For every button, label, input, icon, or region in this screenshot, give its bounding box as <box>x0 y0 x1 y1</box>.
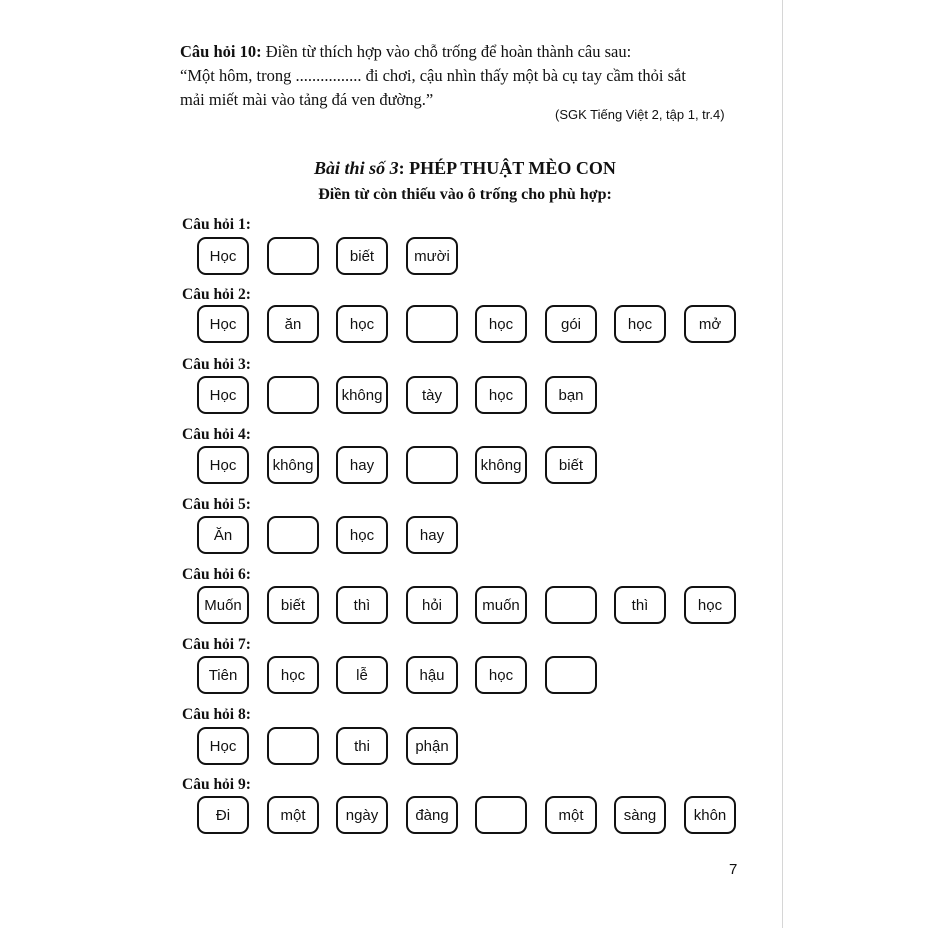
question-label-1: Câu hỏi 1: <box>182 216 251 233</box>
word-box: học <box>267 656 319 694</box>
answer-blank-box[interactable] <box>267 237 319 275</box>
word-box: Học <box>197 446 249 484</box>
question-10-prompt-line <box>180 40 750 64</box>
question-label-9: Câu hỏi 9: <box>182 776 251 793</box>
section-title <box>180 158 750 179</box>
answer-blank-box[interactable] <box>267 727 319 765</box>
word-box: thi <box>336 727 388 765</box>
word-box: hay <box>336 446 388 484</box>
word-box: học <box>475 376 527 414</box>
question-label-6: Câu hỏi 6: <box>182 566 251 583</box>
question-10-prompt: Điền từ thích hợp vào chỗ trống để hoàn thành câu sau: <box>265 42 632 61</box>
word-box: học <box>684 586 736 624</box>
word-box: Đi <box>197 796 249 834</box>
section-title-rest: : PHÉP THUẬT MÈO CON <box>398 158 616 178</box>
word-box: thì <box>336 586 388 624</box>
question-10-label: Câu hỏi 10: <box>180 42 262 61</box>
answer-blank-box[interactable] <box>406 305 458 343</box>
word-box: không <box>267 446 319 484</box>
answer-blank-box[interactable] <box>267 516 319 554</box>
word-box: học <box>336 516 388 554</box>
word-box: một <box>545 796 597 834</box>
question-label-8: Câu hỏi 8: <box>182 706 251 723</box>
question-10-quote-line-1: “Một hôm, trong ................ đi chơi, cậu nhìn thấy một bà cụ tay cầm thỏi sắt <box>180 66 686 85</box>
word-box: gói <box>545 305 597 343</box>
source-citation: (SGK Tiếng Việt 2, tập 1, tr.4) <box>555 107 725 122</box>
word-box: không <box>336 376 388 414</box>
word-box: lễ <box>336 656 388 694</box>
question-10 <box>180 40 750 112</box>
word-box: ăn <box>267 305 319 343</box>
word-box: muốn <box>475 586 527 624</box>
answer-blank-box[interactable] <box>545 656 597 694</box>
word-box: học <box>614 305 666 343</box>
word-box: sàng <box>614 796 666 834</box>
word-box: học <box>475 656 527 694</box>
word-box: không <box>475 446 527 484</box>
answer-blank-box[interactable] <box>406 446 458 484</box>
word-box: hậu <box>406 656 458 694</box>
word-box: Học <box>197 727 249 765</box>
page-edge-line <box>782 0 783 928</box>
word-box: Ăn <box>197 516 249 554</box>
answer-blank-box[interactable] <box>475 796 527 834</box>
word-box: đàng <box>406 796 458 834</box>
word-box: biết <box>545 446 597 484</box>
word-box: khôn <box>684 796 736 834</box>
word-box: phận <box>406 727 458 765</box>
word-box: một <box>267 796 319 834</box>
section-instruction: Điền từ còn thiếu vào ô trống cho phù hợp: <box>318 186 612 203</box>
word-box: học <box>475 305 527 343</box>
word-box: Muốn <box>197 586 249 624</box>
section-title-prefix: Bài thi số 3 <box>314 158 399 178</box>
answer-blank-box[interactable] <box>267 376 319 414</box>
word-box: biết <box>336 237 388 275</box>
word-box: tày <box>406 376 458 414</box>
word-box: biết <box>267 586 319 624</box>
question-10-quote-line-2: mải miết mài vào tảng đá ven đường.” <box>180 90 434 109</box>
word-box: hỏi <box>406 586 458 624</box>
word-box: bạn <box>545 376 597 414</box>
question-label-2: Câu hỏi 2: <box>182 286 251 303</box>
question-label-4: Câu hỏi 4: <box>182 426 251 443</box>
word-box: mười <box>406 237 458 275</box>
question-label-7: Câu hỏi 7: <box>182 636 251 653</box>
word-box: học <box>336 305 388 343</box>
word-box: Học <box>197 376 249 414</box>
word-box: mở <box>684 305 736 343</box>
word-box: thì <box>614 586 666 624</box>
word-box: Học <box>197 305 249 343</box>
word-box: Học <box>197 237 249 275</box>
word-box: Tiên <box>197 656 249 694</box>
page-number: 7 <box>729 861 738 878</box>
answer-blank-box[interactable] <box>545 586 597 624</box>
question-label-3: Câu hỏi 3: <box>182 356 251 373</box>
question-label-5: Câu hỏi 5: <box>182 496 251 513</box>
word-box: ngày <box>336 796 388 834</box>
word-box: hay <box>406 516 458 554</box>
